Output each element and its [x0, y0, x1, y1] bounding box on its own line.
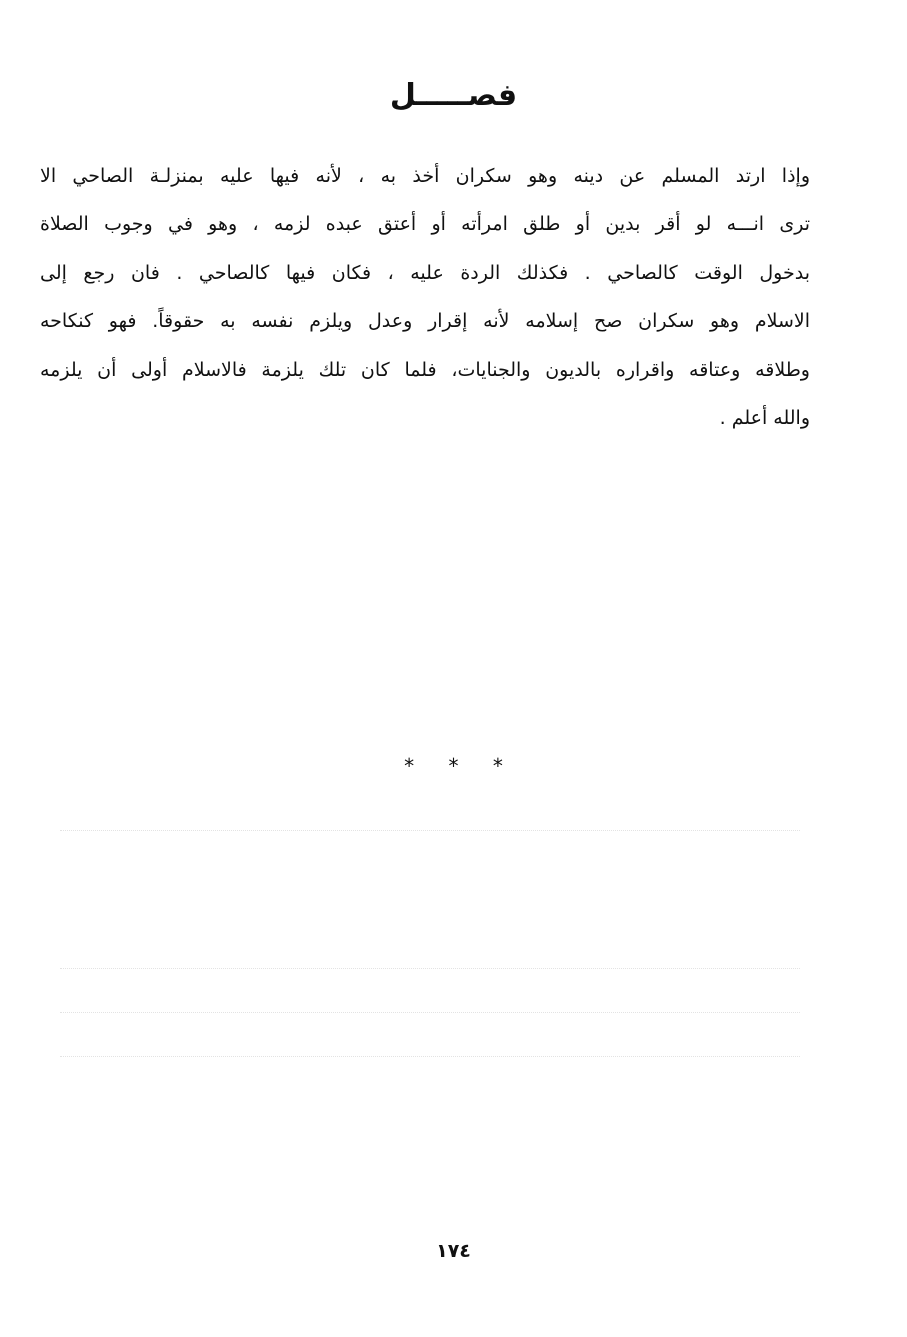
separator-star: * [404, 754, 415, 778]
text-line: وطلاقه وعتاقه واقراره بالديون والجنايات، فلما كان تلك يلزمة فالاسلام أولى أن يلزمه [40, 358, 810, 381]
text-line-last: والله أعلم . [719, 406, 810, 429]
page-number: ١٧٤ [436, 1240, 471, 1262]
bleed-through-line [60, 1012, 800, 1014]
text-line: الاسلام وهو سكران صح إسلامه لأنه إقرار وعدل ويلزم نفسه به حقوقاً. فهو كنكاحه [40, 310, 810, 333]
text-line: بدخول الوقت كالصاحي . فكذلك الردة عليه ، فكان فيها كالصاحي . فان رجع إلى [40, 261, 810, 284]
separator-star: * [448, 754, 459, 778]
text-line: وإذا ارتد المسلم عن دينه وهو سكران أخذ به ، لأنه فيها عليه بمنزلـة الصاحي الا [40, 165, 810, 187]
text-line: ترى انـــه لو أقر بدين أو طلق امرأته أو أعتق عبده لزمه ، وهو في وجوب الصلاة [40, 213, 810, 236]
section-separator [0, 754, 907, 778]
bleed-through-line [60, 830, 800, 832]
bleed-through-line [60, 1056, 800, 1058]
body-paragraph [40, 152, 810, 442]
section-heading: فصـــــل [389, 78, 518, 113]
separator-star: * [492, 754, 503, 778]
bleed-through-line [60, 968, 800, 970]
